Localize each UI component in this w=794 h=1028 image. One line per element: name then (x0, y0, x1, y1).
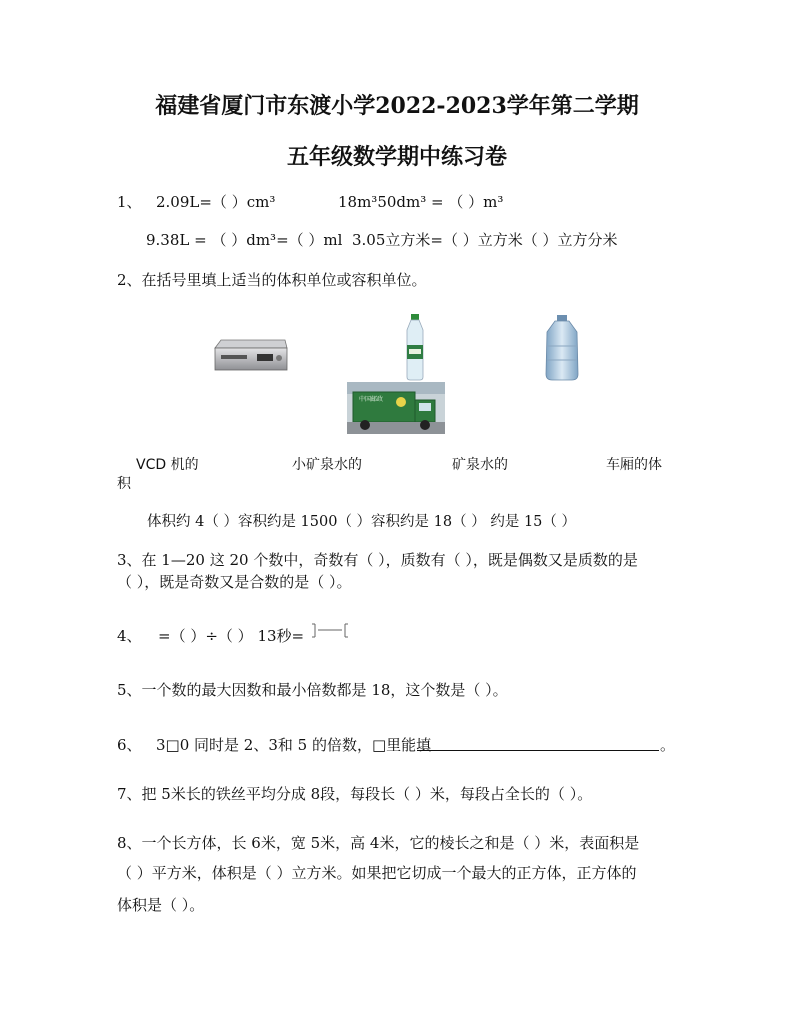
q8-line1: 8、一个长方体，长 6米，宽 5米，高 4米，它的棱长之和是（ ）米，表面积是 (117, 834, 640, 852)
water-bottle-image (403, 313, 427, 381)
q7-text: 7、把 5米长的铁丝平均分成 8段，每段长（ ）米，每段占全长的（ ）。 (117, 785, 593, 803)
caption-small-water: 小矿泉水的 (292, 457, 362, 473)
q1-part-c: 9.38L = （ ）dm³=（ ）ml (146, 231, 343, 249)
q2-text: 2、在括号里填上适当的体积单位或容积单位。 (117, 271, 427, 289)
q4-text: =（ ）÷（ ） 13秒= (158, 627, 305, 645)
truck-image (347, 382, 445, 434)
title-line2: 五年级数学期中练习卷 (286, 144, 507, 170)
fraction-placeholder-icon (311, 620, 349, 642)
caption-water: 矿泉水的 (452, 457, 508, 473)
vcd-player-image (213, 336, 289, 376)
caption-wrap: 积 (117, 476, 131, 492)
q5-text: 5、一个数的最大因数和最小倍数都是 18，这个数是（ ）。 (117, 681, 508, 699)
q6-answer-blank[interactable] (417, 733, 659, 751)
q6-text: 3□0 同时是 2、3和 5 的倍数，□里能填 (156, 736, 432, 754)
q6-number: 6、 (117, 736, 142, 754)
title-line1: 福建省厦门市东渡小学2022-2023学年第二学期 (155, 93, 639, 119)
q2-answers: 体积约 4（ ）容积约是 1500（ ）容积约是 18（ ） 约是 15（ ） (147, 514, 577, 530)
q8-line2: （ ）平方米，体积是（ ）立方米。如果把它切成一个最大的正方体，正方体的 (117, 864, 637, 882)
caption-truck: 车厢的体 (606, 457, 662, 473)
q6-end: 。 (660, 736, 676, 754)
truck-label: 中国邮政 (359, 396, 384, 403)
q1-number: 1、 (117, 193, 142, 211)
q4-number: 4、 (117, 627, 142, 645)
q1-part-a: 2.09L=（ ）cm³ (156, 193, 276, 211)
q1-part-b: 18m³50dm³ = （ ）m³ (338, 193, 504, 211)
q1-part-d: 3.05立方米=（ ）立方米（ ）立方分米 (352, 231, 618, 249)
q3-line1: 3、在 1—20 这 20 个数中，奇数有（ ），质数有（ ），既是偶数又是质数的是 (117, 551, 638, 569)
caption-vcd: VCD 机的 (136, 457, 199, 473)
q3-line2: （ ），既是奇数又是合数的是（ ）。 (117, 573, 352, 591)
water-jug-image (541, 314, 583, 382)
q8-line3: 体积是（ ）。 (117, 896, 205, 914)
